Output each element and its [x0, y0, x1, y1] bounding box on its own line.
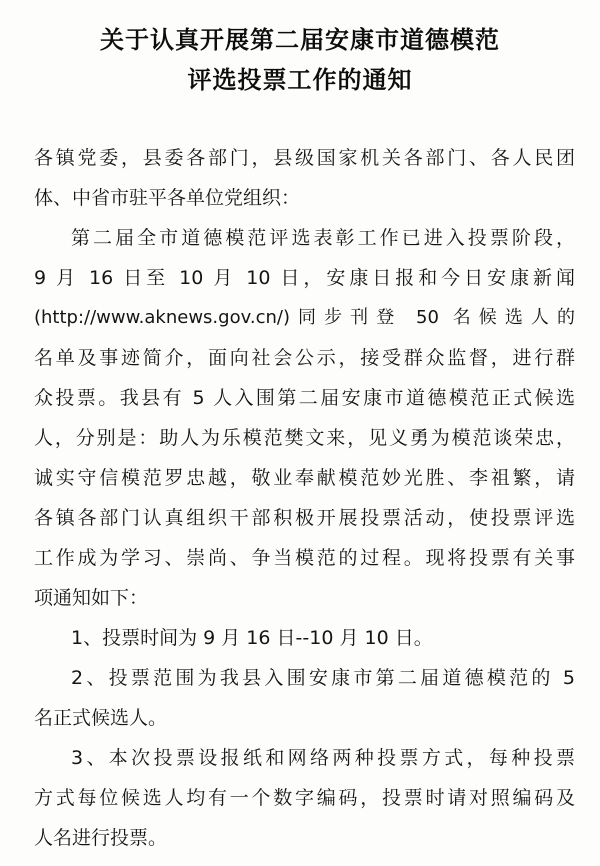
body-line-3: (http://www.aknews.gov.cn/)同步刊登 50 名候选人的 — [34, 307, 575, 328]
salutation-line-2: 体、中省市驻平各单位党组织： — [34, 187, 301, 209]
document-title-line-2: 评选投票工作的通知 — [187, 65, 413, 94]
body-line-6: 人，分别是：助人为乐模范樊文来，见义勇为模范谈荣忠， — [34, 427, 575, 449]
item-3-line-2: 方式每位候选人均有一个数字编码，投票时请对照编码及 — [34, 787, 575, 809]
body-line-1: 第二届全市道德模范评选表彰工作已进入投票阶段， — [71, 227, 575, 249]
item-2-line-1: 2、投票范围为我县入围安康市第二届道德模范的 5 — [71, 667, 575, 689]
body-line-7: 诚实守信模范罗忠越，敬业奉献模范妙光胜、李祖繁，请 — [34, 467, 575, 489]
item-1-line-1: 1、投票时间为 9 月 16 日--10 月 10 日。 — [71, 627, 433, 649]
body-line-4: 名单及事迹简介，面向社会公示，接受群众监督，进行群 — [34, 347, 575, 369]
body-line-8: 各镇各部门认真组织干部积极开展投票活动，使投票评选 — [34, 507, 575, 529]
item-2-line-2: 名正式候选人。 — [34, 707, 168, 729]
salutation-line-1: 各镇党委，县委各部门，县级国家机关各部门、各人民团 — [34, 147, 575, 169]
body-line-10: 项通知如下： — [34, 587, 149, 609]
body-line-9: 工作成为学习、崇尚、争当模范的过程。现将投票有关事 — [34, 547, 575, 569]
body-line-2: 9 月 16 日至 10 月 10 日，安康日报和今日安康新闻 — [34, 267, 575, 289]
document-title-line-1: 关于认真开展第二届安康市道德模范 — [100, 25, 500, 54]
body-line-5: 众投票。我县有 5 人入围第二届安康市道德模范正式候选 — [34, 387, 575, 409]
item-3-line-1: 3、本次投票设报纸和网络两种投票方式，每种投票 — [71, 747, 575, 769]
item-3-line-3: 人名进行投票。 — [34, 827, 168, 849]
